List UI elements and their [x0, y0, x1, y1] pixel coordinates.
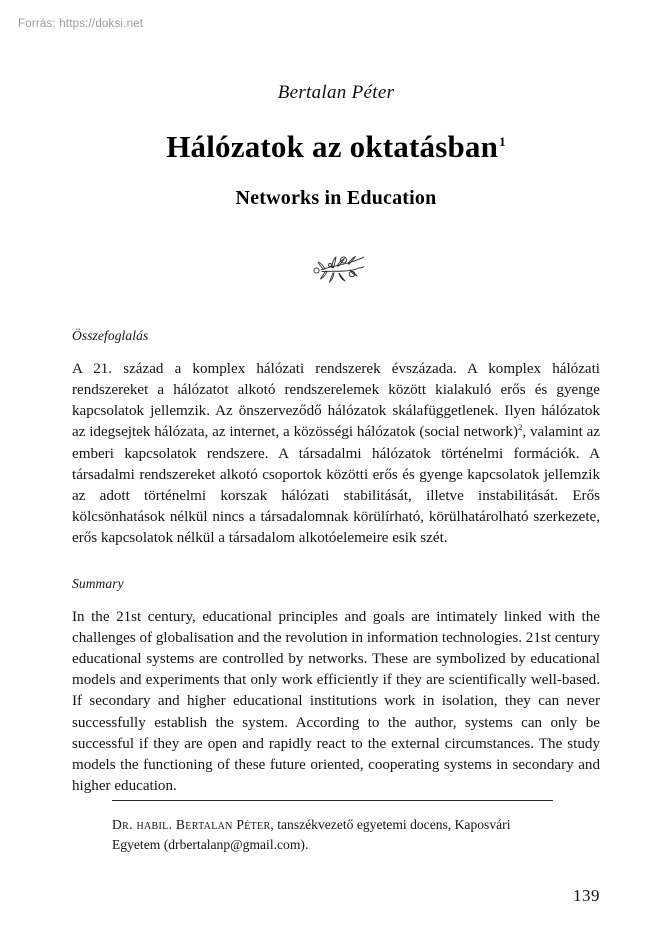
- article-subtitle: Networks in Education: [235, 186, 437, 209]
- footnote-text: [112, 815, 553, 854]
- abstract-text-part-2: , valamint az emberi kapcsolatok rendszere. A társadalmi hálózatok történelmi formációk. A társadalmi rendszereket alkotó csoportok közötti erős és gyenge kapcsolatok jellemzik az adott történelmi korszak hálózati stabilitását, illetve instabilitását. Erős kölcsönhatások nélkül nincs a társadalomnak körülírható, körülhatárolható szerkezete, erős kapcsolatok nélkül a társadalom alkotóelemeire esik szét.: [72, 424, 600, 547]
- article-author: Bertalan Péter: [277, 82, 395, 103]
- abstract-heading-english: Summary: [72, 575, 124, 591]
- abstract-english: [72, 576, 600, 798]
- abstract-body-english: In the 21st century, educational principles and goals are intimately linked with the challenges of globalisation and the revolution in information technologies. 21st century educational systems are controlled by networks. These are symbolized by educational models and experiments that only work efficiently if they are scientifically well-based. If secondary and higher educational institutions work in isolation, they can never successfully establish the system. According to the author, systems can only be successful if they are open and rapidly react to the external circumstances. The study models the functioning of these future oriented, cooperating systems in secondary and higher education.: [72, 608, 600, 795]
- page-number: 139: [573, 886, 600, 905]
- abstract-hungarian: [72, 328, 600, 550]
- article-content: [72, 0, 600, 813]
- source-watermark: Forrás: https://doksi.net: [18, 18, 144, 30]
- footnote-author-name: Dr. habil. Bertalan Péter: [112, 817, 271, 832]
- footnote-rule: [112, 800, 553, 801]
- title-footnote-marker: 1: [499, 133, 506, 149]
- page-title: [72, 129, 600, 165]
- body-footnote-marker: 2: [517, 422, 523, 433]
- abstract-body-hungarian: [72, 359, 600, 550]
- abstract-text-part-1: A 21. század a komplex hálózati rendszerek évszázada. A komplex hálózati rendszereket a hálózatot alkotó rendszerelemek között kialakuló erős és gyenge kapcsolatok jellemzik. Az önszerveződő hálózatok skálafüggetlenek. Ilyen hálózatok az idegsejtek hálózata, az internet, a közösségi hálózatok (social network): [72, 360, 600, 441]
- floral-ornament-icon: [308, 271, 364, 288]
- page-title-text: Hálózatok az oktatásban: [166, 129, 499, 164]
- footnote-section: [112, 800, 553, 868]
- abstract-heading-hungarian: Összefoglalás: [72, 327, 149, 343]
- footnote-affiliation: , tanszékvezető egyetemi docens, Kaposvári Egyetem (drbertalanp@gmail.com).: [112, 817, 511, 852]
- section-divider: [72, 252, 600, 284]
